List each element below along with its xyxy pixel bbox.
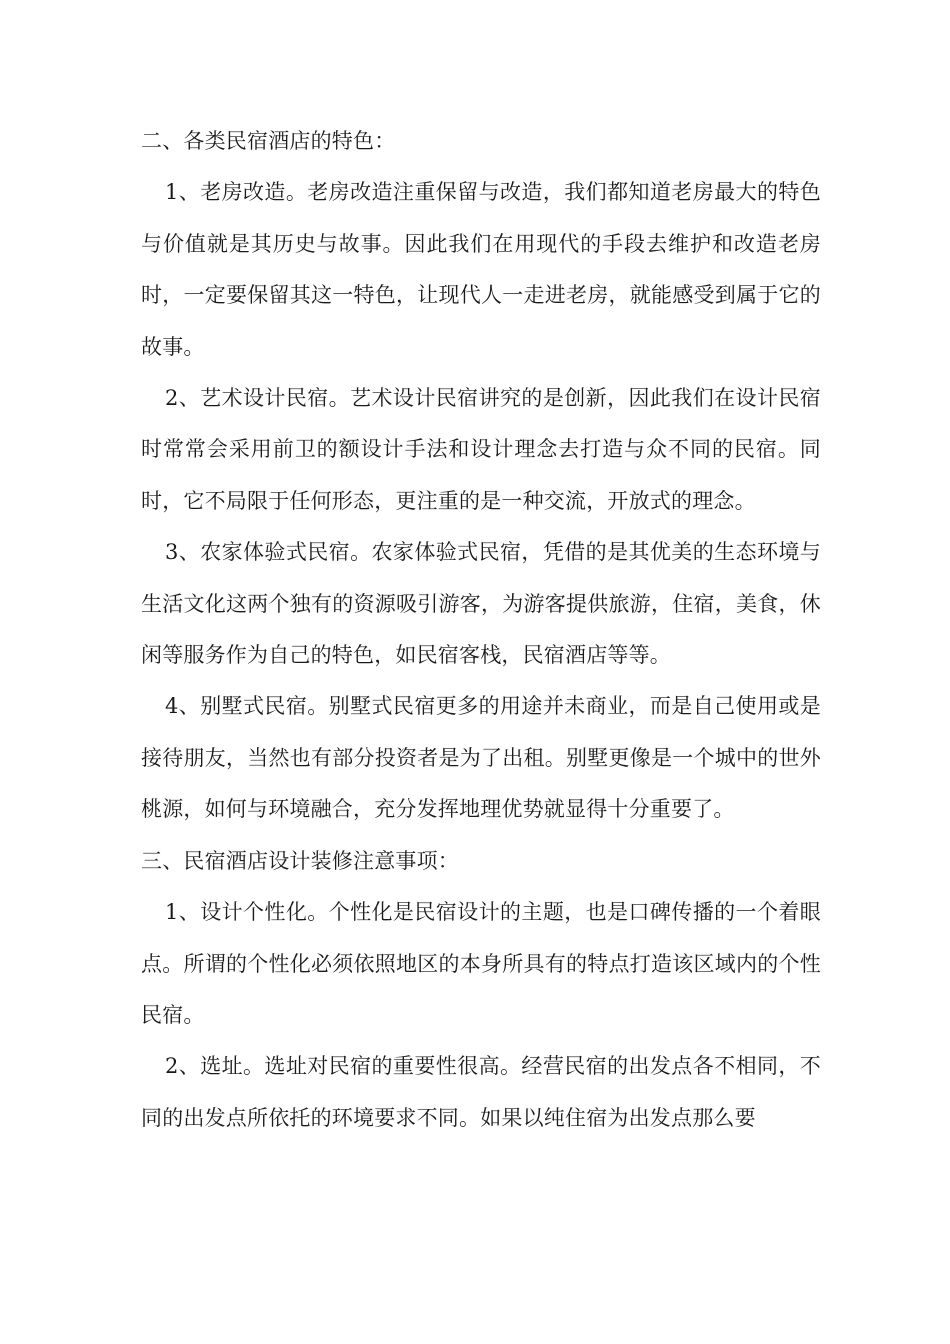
paragraph-farm-experience-homestay: 3、农家体验式民宿。农家体验式民宿，凭借的是其优美的生态环境与生活文化这两个独有的资源吸引游客，为游客提供旅游，住宿，美食，休闲等服务作为自己的特色，如民宿客栈，民宿酒店等等。 (141, 540, 821, 668)
section-design-notes (141, 836, 821, 1144)
document-body (141, 116, 821, 1144)
section-features (141, 116, 821, 836)
paragraph-personalized-design: 1、设计个性化。个性化是民宿设计的主题，也是口碑传播的一个着眼点。所谓的个性化必须依照地区的本身所具有的特点打造该区域内的个性民宿。 (141, 900, 821, 1027)
section-heading: 二、各类民宿酒店的特色： (141, 129, 396, 153)
paragraph-site-selection: 2、选址。选址对民宿的重要性很高。经营民宿的出发点各不相同，不同的出发点所依托的环境要求不同。如果以纯住宿为出发点那么要 (141, 1054, 821, 1130)
section-heading: 三、民宿酒店设计装修注意事项： (141, 848, 459, 873)
paragraph-old-house-renovation: 1、老房改造。老房改造注重保留与改造，我们都知道老房最大的特色与价值就是其历史与故事。因此我们在用现代的手段去维护和改造老房时，一定要保留其这一特色，让现代人一走进老房，就能感受到属于它的故事。 (141, 180, 821, 359)
paragraph-villa-homestay: 4、别墅式民宿。别墅式民宿更多的用途并未商业，而是自己使用或是接待朋友，当然也有部分投资者是为了出租。别墅更像是一个城中的世外桃源，如何与环境融合，充分发挥地理优势就显得十分重要了。 (141, 694, 821, 822)
paragraph-art-design-homestay: 2、艺术设计民宿。艺术设计民宿讲究的是创新，因此我们在设计民宿时常常会采用前卫的额设计手法和设计理念去打造与众不同的民宿。同时，它不局限于任何形态，更注重的是一种交流，开放式的理念。 (141, 386, 821, 513)
